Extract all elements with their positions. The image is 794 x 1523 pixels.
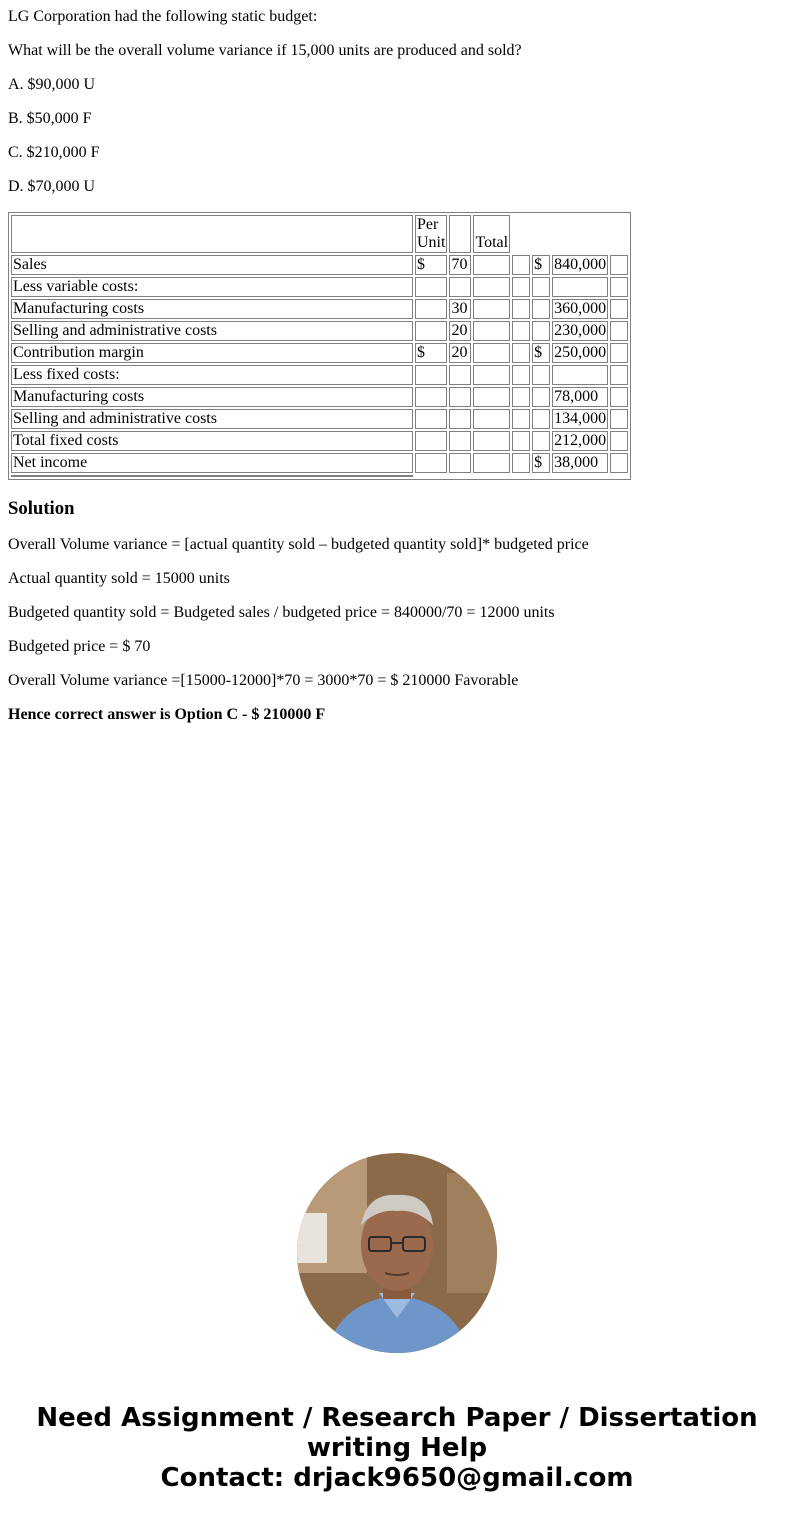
cell-blank xyxy=(610,453,628,473)
row-label: Selling and administrative costs xyxy=(11,321,413,341)
cell-blank xyxy=(512,431,530,451)
cell-blank xyxy=(415,475,447,477)
solution-heading: Solution xyxy=(8,498,75,519)
cell-blank xyxy=(473,277,510,297)
cell-blank xyxy=(473,387,510,407)
correct-answer: Hence correct answer is Option C - $ 210000 F xyxy=(8,706,326,723)
cell-blank xyxy=(610,475,628,477)
cell-blank xyxy=(512,277,530,297)
row-label: Less variable costs: xyxy=(11,277,413,297)
table-underline-row xyxy=(11,475,628,477)
cell-blank xyxy=(512,299,530,319)
cell-blank xyxy=(610,365,628,385)
tutor-photo xyxy=(297,1153,497,1353)
cell-total: 360,000 xyxy=(554,300,607,317)
row-label: Contribution margin xyxy=(11,343,413,363)
cell-currency xyxy=(532,277,550,297)
cell-per-unit xyxy=(449,409,471,429)
row-label: Manufacturing costs xyxy=(11,387,413,407)
cell-blank xyxy=(532,475,550,477)
cell-blank xyxy=(610,343,628,363)
cell-blank xyxy=(512,409,530,429)
cell-currency xyxy=(415,321,447,341)
cell-currency: $ xyxy=(415,343,447,363)
row-label: Net income xyxy=(11,453,413,473)
cell-blank xyxy=(610,409,628,429)
table-row xyxy=(11,321,628,341)
promo-line: Need Assignment / Research Paper / Dissertation xyxy=(36,1403,758,1433)
cell-blank xyxy=(552,475,608,477)
cell-per-unit xyxy=(449,453,471,473)
option-d: D. $70,000 U xyxy=(8,178,96,195)
table-row xyxy=(11,255,628,275)
table-row xyxy=(11,299,628,319)
cell-per-unit xyxy=(449,277,471,297)
question-intro: LG Corporation had the following static budget: xyxy=(8,8,318,25)
cell-total: 840,000 xyxy=(554,256,607,273)
contact-email[interactable]: Contact: drjack9650@gmail.com xyxy=(160,1463,634,1493)
table-row xyxy=(11,343,628,363)
table-header-row xyxy=(11,215,628,253)
cell-per-unit xyxy=(449,431,471,451)
cell-currency xyxy=(532,387,550,407)
cell-blank xyxy=(610,255,628,275)
cell-per-unit: 20 xyxy=(449,321,471,341)
solution-line: Overall Volume variance =[15000-12000]*70 = 3000*70 = $ 210000 Favorable xyxy=(8,672,519,689)
cell-blank xyxy=(449,475,471,477)
option-c: C. $210,000 F xyxy=(8,144,100,161)
header-cell xyxy=(11,215,413,253)
cell-blank xyxy=(512,321,530,341)
table-row xyxy=(11,409,628,429)
cell-per-unit: 20 xyxy=(449,343,471,363)
table-row xyxy=(11,431,628,451)
solution-line: Budgeted price = $ 70 xyxy=(8,638,151,655)
cell-blank xyxy=(473,365,510,385)
cell-blank xyxy=(610,431,628,451)
cell-total: 134,000 xyxy=(554,410,607,427)
cell-currency xyxy=(415,431,447,451)
header-total: Total xyxy=(473,215,510,253)
row-label: Total fixed costs xyxy=(11,431,413,451)
cell-currency xyxy=(415,453,447,473)
cell-currency xyxy=(532,431,550,451)
avatar xyxy=(297,1153,497,1353)
cell-blank xyxy=(473,431,510,451)
cell-per-unit: 30 xyxy=(449,299,471,319)
double-underline xyxy=(11,475,413,477)
question-prompt: What will be the overall volume variance if 15,000 units are produced and sold? xyxy=(8,42,522,59)
cell-blank xyxy=(473,475,510,477)
cell-total xyxy=(552,277,608,297)
cell-currency xyxy=(415,387,447,407)
table-row xyxy=(11,365,628,385)
cell-blank xyxy=(512,343,530,363)
cell-currency xyxy=(415,409,447,429)
cell-currency xyxy=(532,365,550,385)
cell-blank xyxy=(473,299,510,319)
solution-line: Actual quantity sold = 15000 units xyxy=(8,570,230,587)
row-label: Less fixed costs: xyxy=(11,365,413,385)
cell-blank xyxy=(473,453,510,473)
document-body xyxy=(8,0,786,740)
cell-blank xyxy=(610,321,628,341)
table-row xyxy=(11,277,628,297)
row-label: Sales xyxy=(11,255,413,275)
cell-currency xyxy=(415,299,447,319)
header-per-unit: Per Unit xyxy=(417,216,446,251)
cell-currency: $ xyxy=(415,255,447,275)
cell-currency xyxy=(532,299,550,319)
cell-currency xyxy=(532,321,550,341)
solution-line: Budgeted quantity sold = Budgeted sales / budgeted price = 840000/70 = 12000 units xyxy=(8,604,555,621)
cell-total: 212,000 xyxy=(554,432,607,449)
cell-currency: $ xyxy=(532,255,550,275)
cell-blank xyxy=(473,321,510,341)
cell-per-unit xyxy=(449,387,471,407)
cell-blank xyxy=(512,387,530,407)
cell-currency xyxy=(415,277,447,297)
cell-blank xyxy=(610,299,628,319)
row-label: Manufacturing costs xyxy=(11,299,413,319)
cell-blank xyxy=(473,255,510,275)
cell-total: 230,000 xyxy=(554,322,607,339)
cell-blank xyxy=(512,255,530,275)
cell-blank xyxy=(512,365,530,385)
cell-blank xyxy=(473,409,510,429)
cell-blank xyxy=(473,343,510,363)
cell-blank xyxy=(512,453,530,473)
cell-currency: $ xyxy=(532,453,550,473)
cell-currency xyxy=(415,365,447,385)
header-cell xyxy=(449,215,471,253)
option-b: B. $50,000 F xyxy=(8,110,92,127)
table-row xyxy=(11,387,628,407)
cell-total: 38,000 xyxy=(552,453,608,473)
promo-footer xyxy=(0,1403,794,1493)
row-label: Selling and administrative costs xyxy=(11,409,413,429)
cell-total xyxy=(552,365,608,385)
promo-line: writing Help xyxy=(306,1433,488,1463)
cell-currency: $ xyxy=(532,343,550,363)
cell-currency xyxy=(532,409,550,429)
cell-blank xyxy=(610,387,628,407)
cell-blank xyxy=(610,277,628,297)
solution-line: Overall Volume variance = [actual quantity sold – budgeted quantity sold]* budgeted price xyxy=(8,536,589,553)
cell-total: 250,000 xyxy=(554,344,607,361)
table-row xyxy=(11,453,628,473)
static-budget-table xyxy=(8,212,631,480)
cell-per-unit: 70 xyxy=(449,255,471,275)
cell-total: 78,000 xyxy=(552,387,608,407)
cell-blank xyxy=(512,475,530,477)
option-a: A. $90,000 U xyxy=(8,76,96,93)
cell-per-unit xyxy=(449,365,471,385)
